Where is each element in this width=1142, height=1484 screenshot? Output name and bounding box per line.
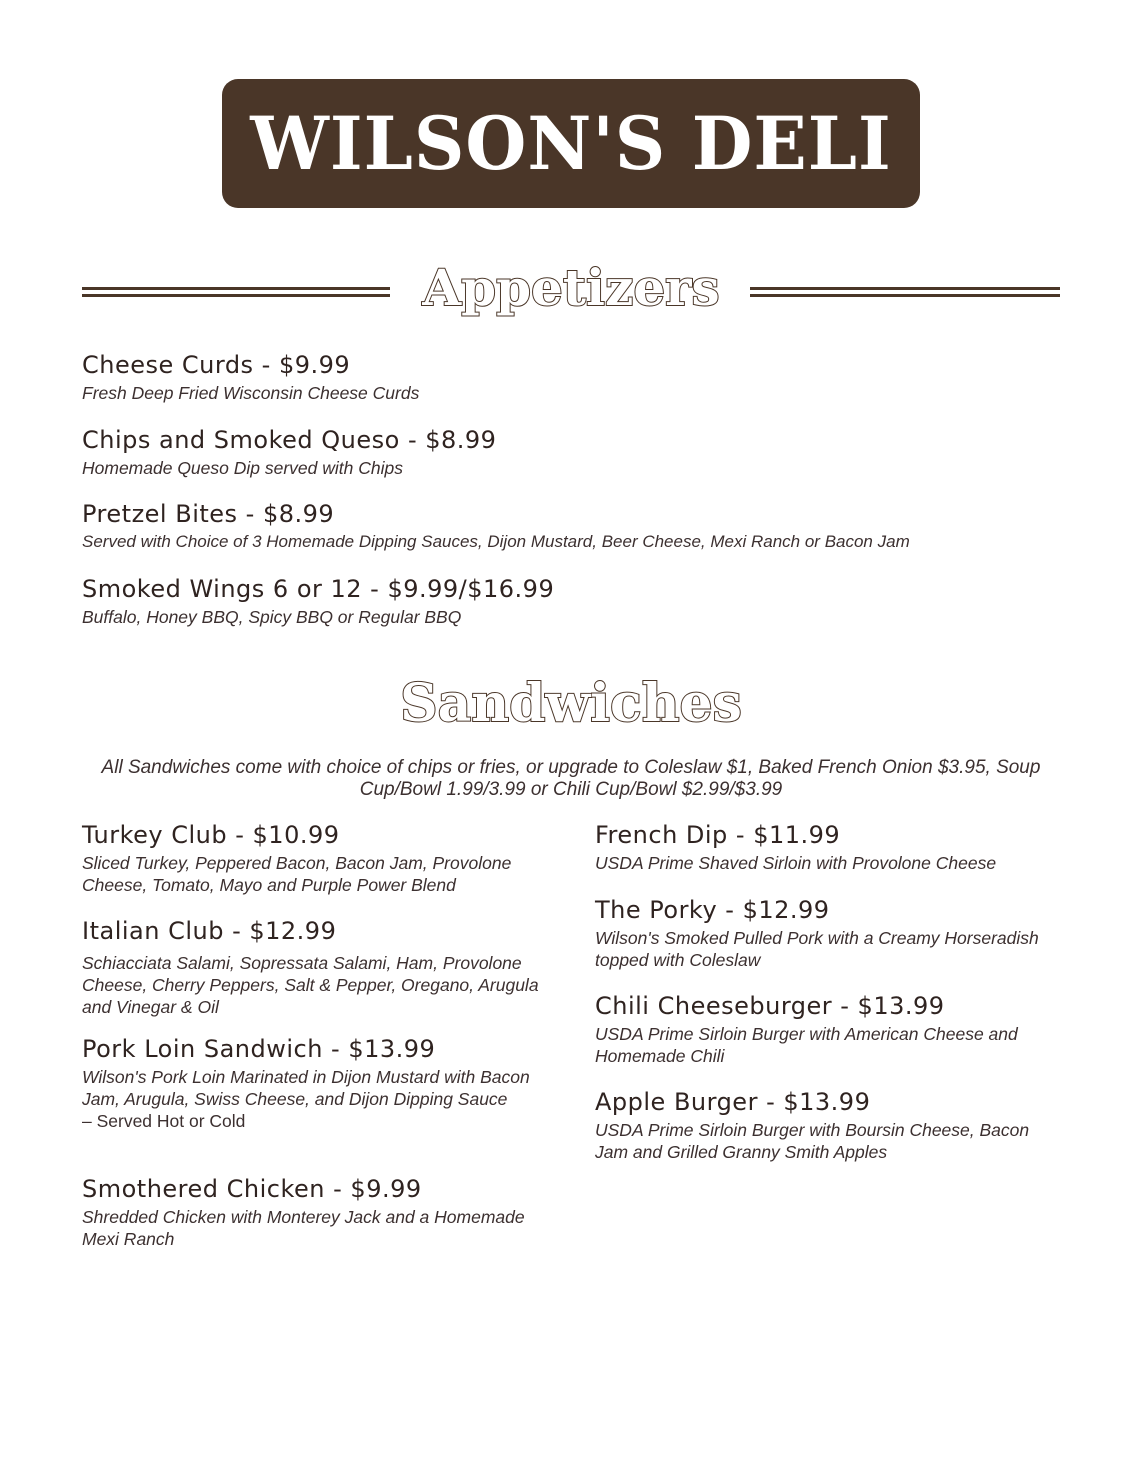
item-description-note: – Served Hot or Cold [82,1111,246,1131]
item-name: Apple Burger - $13.99 [595,1088,871,1116]
item-description: Served with Choice of 3 Homemade Dipping Sauces, Dijon Mustard, Beer Cheese, Mexi Ranch or Bacon Jam [82,532,910,551]
item-description: Schiacciata Salami, Sopressata Salami, Ham, Provolone Cheese, Cherry Peppers, Salt & Pepper, Oregano, Arugula and Vinegar & Oil [82,953,539,1017]
item-name: The Porky - $12.99 [595,896,830,924]
item-description: Wilson's Pork Loin Marinated in Dijon Mustard with Bacon Jam, Arugula, Swiss Cheese, and Dijon Dipping Sauce [82,1067,530,1109]
item-name: French Dip - $11.99 [595,821,841,849]
sandwiches-heading: Sandwiches [400,673,742,734]
menu-item [82,1174,552,1250]
item-description: Homemade Queso Dip served with Chips [82,458,403,478]
deli-title-banner [222,79,920,208]
item-name: Pretzel Bites - $8.99 [82,500,335,528]
item-description: USDA Prime Sirloin Burger with Boursin Cheese, Bacon Jam and Grilled Granny Smith Apples [595,1120,1030,1162]
menu-item [595,820,1055,874]
item-name: Cheese Curds - $9.99 [82,351,351,379]
deli-title: WILSON'S DELI [250,99,892,188]
appetizers-rule-left [82,287,390,290]
menu-item [595,1087,1055,1163]
item-name: Italian Club - $12.99 [82,917,337,945]
item-description: USDA Prime Shaved Sirloin with Provolone Cheese [595,853,997,873]
item-description: Fresh Deep Fried Wisconsin Cheese Curds [82,383,420,403]
item-description: Wilson's Smoked Pulled Pork with a Creamy Horseradish topped with Coleslaw [595,928,1039,970]
item-description: Sliced Turkey, Peppered Bacon, Bacon Jam, Provolone Cheese, Tomato, Mayo and Purple Power Blend [82,853,512,895]
menu-item [595,991,1055,1067]
menu-item [82,499,1082,553]
menu-item [82,425,1072,479]
item-name: Smothered Chicken - $9.99 [82,1175,422,1203]
menu-item [82,574,1072,628]
item-name: Turkey Club - $10.99 [82,821,340,849]
menu-item [82,350,1072,404]
item-name: Chips and Smoked Queso - $8.99 [82,426,497,454]
menu-item [82,820,552,896]
menu-item [82,916,552,1018]
appetizers-heading: Appetizers [422,258,720,317]
item-name: Chili Cheeseburger - $13.99 [595,992,945,1020]
sandwiches-intro: All Sandwiches come with choice of chips or fries, or upgrade to Coleslaw $1, Baked French Onion $3.95, Soup Cup/Bowl 1.99/3.99 or Chili Cup/Bowl $2.99/$3.99 [101,757,1041,800]
item-description: Shredded Chicken with Monterey Jack and a Homemade Mexi Ranch [82,1207,525,1249]
item-description: USDA Prime Sirloin Burger with American Cheese and Homemade Chili [595,1024,1018,1066]
item-name: Smoked Wings 6 or 12 - $9.99/$16.99 [82,575,555,603]
item-description: Buffalo, Honey BBQ, Spicy BBQ or Regular BBQ [82,607,462,627]
menu-item [82,1034,552,1132]
item-name: Pork Loin Sandwich - $13.99 [82,1035,436,1063]
menu-item [595,895,1055,971]
appetizers-rule-right [750,287,1060,290]
